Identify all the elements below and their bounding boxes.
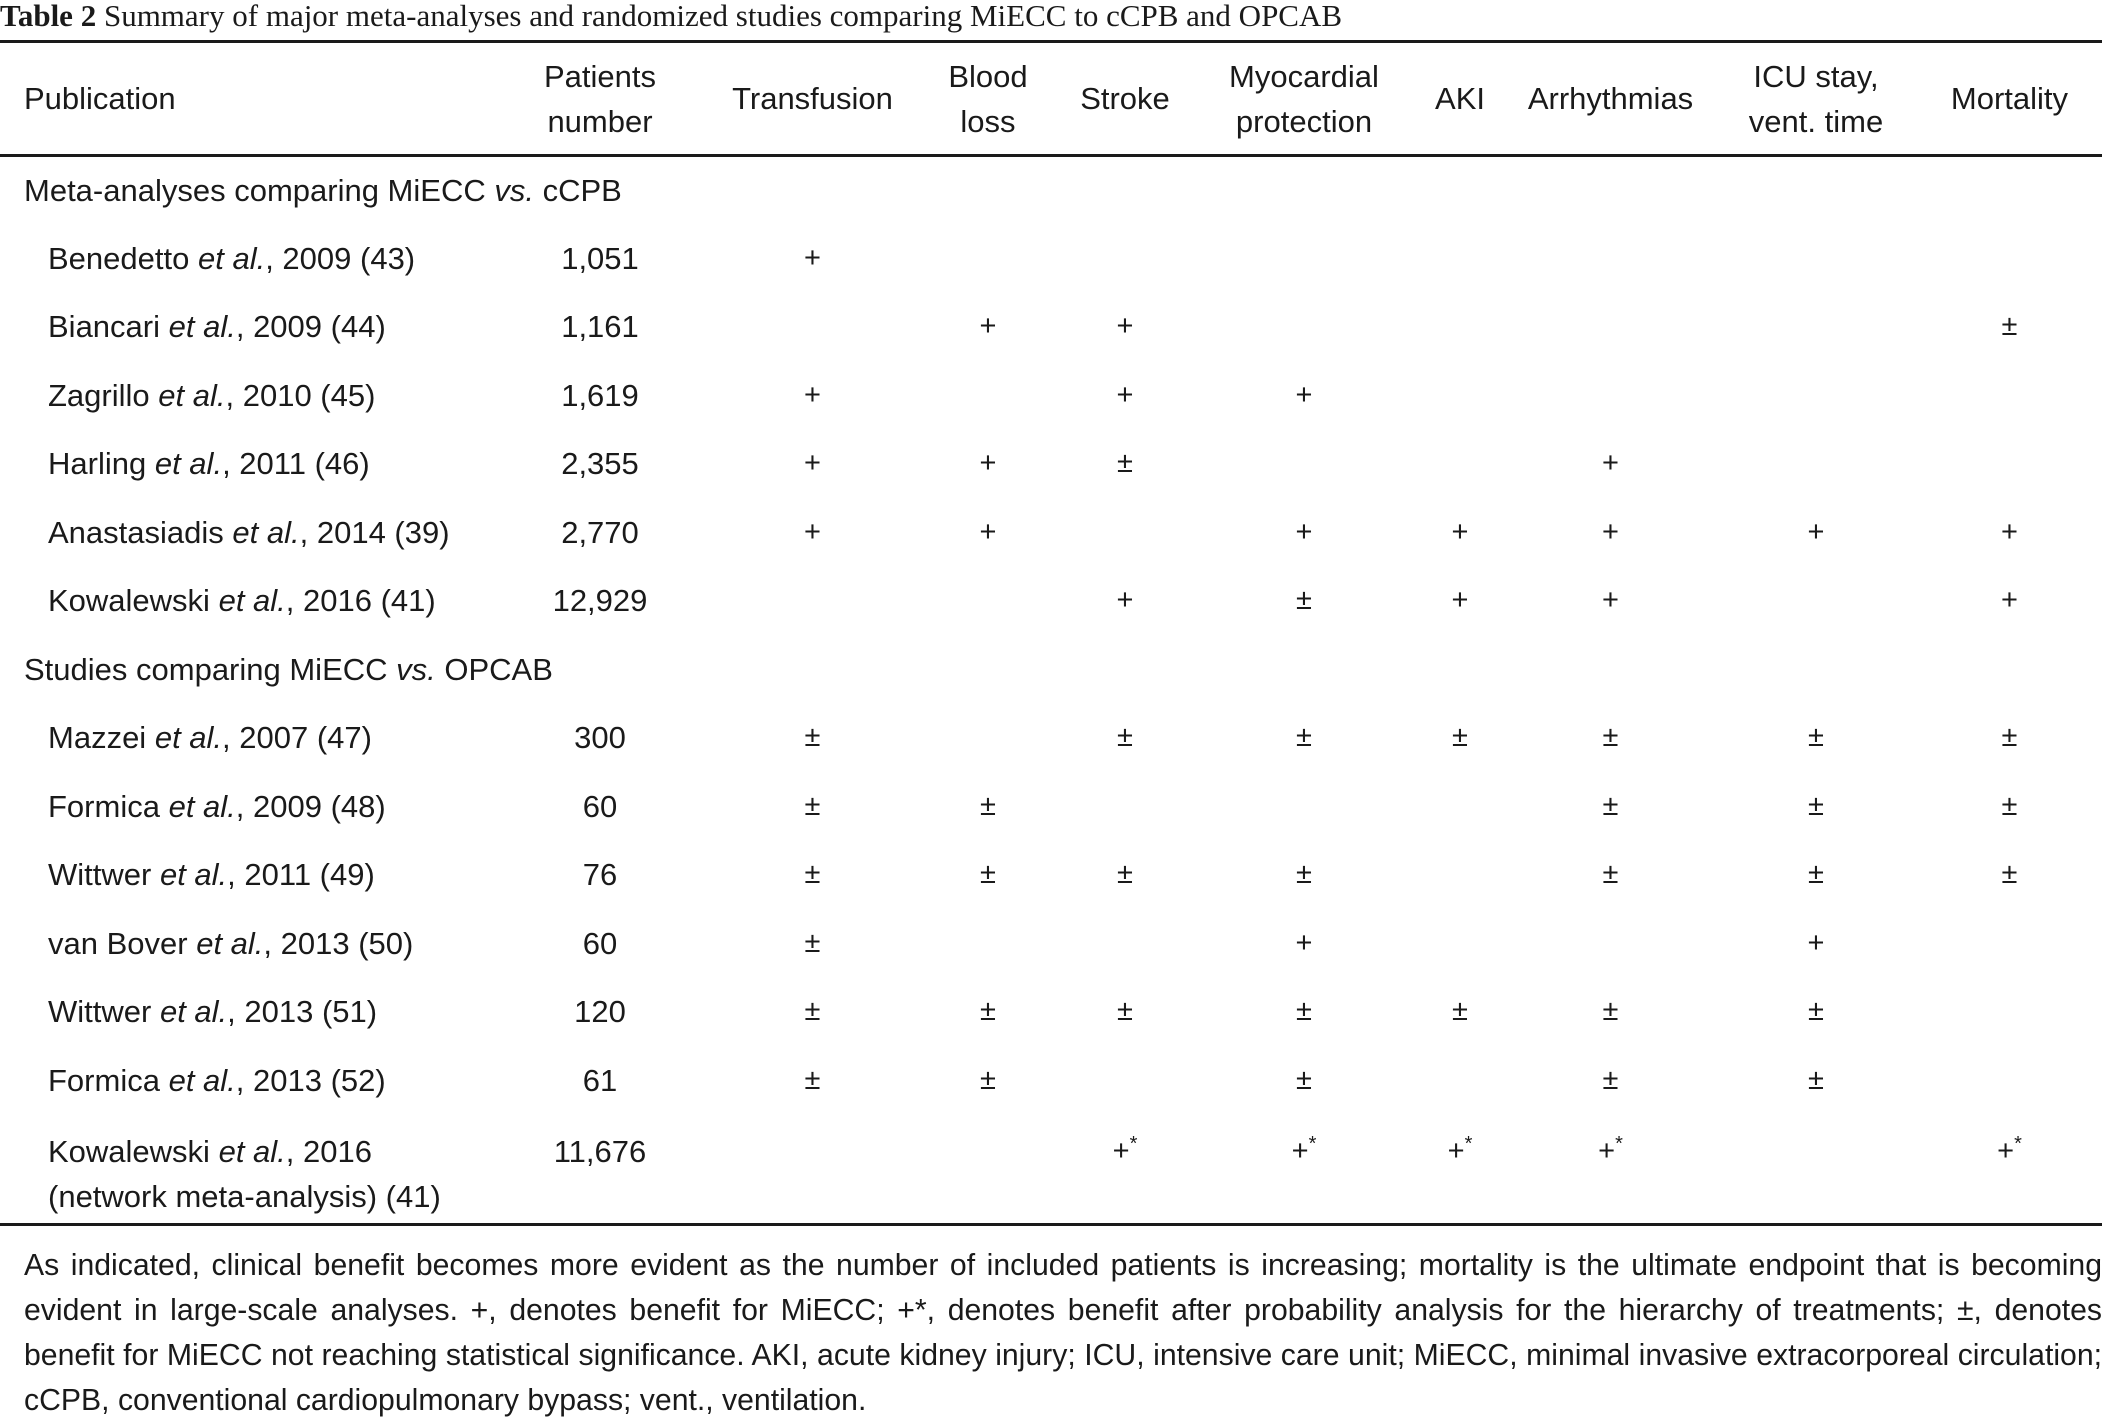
publication-cell: Mazzei et al., 2007 (47)	[48, 720, 372, 756]
myocardial-protection-cell: ±	[1296, 1063, 1312, 1096]
blood-loss-cell: ±	[980, 789, 996, 822]
stroke-cell: ±	[1117, 995, 1133, 1028]
patients-number-cell: 76	[582, 857, 618, 893]
myocardial-protection-cell: +	[1295, 515, 1313, 548]
aki-cell	[1414, 841, 1506, 910]
header-transfusion: Transfusion	[732, 81, 893, 116]
blood-loss-cell: +	[979, 447, 997, 480]
aki-cell	[1414, 361, 1506, 430]
myocardial-protection-cell	[1194, 293, 1414, 362]
patients-number-cell: 120	[574, 994, 626, 1030]
aki-cell: +	[1451, 584, 1469, 617]
publication-cell: van Bover et al., 2013 (50)	[48, 925, 414, 961]
mortality-cell: +*	[1997, 1132, 2022, 1167]
table-row	[0, 704, 2102, 773]
icu-stay-cell	[1715, 430, 1917, 499]
stroke-cell: +	[1116, 310, 1134, 343]
myocardial-protection-cell	[1194, 772, 1414, 841]
mortality-cell	[1917, 909, 2102, 978]
table-caption	[0, 0, 2102, 38]
arrhythmias-cell: ±	[1602, 1063, 1619, 1096]
stroke-cell: ±	[1117, 858, 1133, 891]
section-title: Meta-analyses comparing MiECC vs. cCPB	[24, 173, 622, 208]
stroke-cell	[1056, 909, 1194, 978]
table-row	[0, 841, 2102, 910]
myocardial-protection-cell: +	[1295, 926, 1313, 959]
header-icu-stay: ICU stay, vent. time	[1748, 58, 1884, 139]
mortality-cell	[1917, 224, 2102, 293]
table-footnote: As indicated, clinical benefit becomes more evident as the number of included patients is increasing; mortality is the ultimate endpoint that is becoming evident in large-scale analyses. +, denotes benefit for MiECC; +*, denotes benefit after probability analysis for the hierarchy of treatments; ±, denotes benefit for MiECC not reaching statistical significance. AKI, acute kidney injury; ICU, intensive care unit; MiECC, minimal invasive extracorporeal circulation; cCPB, conventional cardiopulmonary bypass; vent., ventilation.	[24, 1249, 2102, 1417]
myocardial-protection-cell: +*	[1291, 1132, 1317, 1167]
header-stroke: Stroke	[1080, 81, 1170, 116]
mortality-cell	[1917, 361, 2102, 430]
patients-number-cell: 300	[574, 720, 626, 756]
stroke-cell	[1056, 1046, 1194, 1115]
aki-cell: ±	[1452, 995, 1468, 1028]
header-row	[0, 42, 2102, 156]
table-row	[0, 978, 2102, 1047]
mortality-cell	[1917, 1046, 2102, 1115]
blood-loss-cell	[920, 567, 1056, 636]
icu-stay-cell: +	[1807, 515, 1825, 548]
blood-loss-cell	[920, 224, 1056, 293]
mortality-cell: ±	[2001, 310, 2018, 343]
mortality-cell: ±	[2001, 721, 2018, 754]
table-row	[0, 567, 2102, 636]
icu-stay-cell: ±	[1808, 858, 1824, 891]
section-header-row	[0, 635, 2102, 704]
transfusion-cell: +	[804, 378, 821, 411]
blood-loss-cell	[920, 704, 1056, 773]
icu-stay-cell: ±	[1808, 995, 1824, 1028]
publication-cell: Anastasiadis et al., 2014 (39)	[48, 514, 450, 550]
stroke-cell: +*	[1112, 1132, 1138, 1167]
header-patients-number: Patients number	[543, 58, 656, 139]
arrhythmias-cell	[1506, 224, 1715, 293]
patients-number-cell: 12,929	[552, 583, 648, 619]
aki-cell	[1414, 293, 1506, 362]
table-header	[0, 42, 2102, 156]
blood-loss-cell: ±	[980, 995, 996, 1028]
blood-loss-cell	[920, 1115, 1056, 1225]
myocardial-protection-cell	[1194, 430, 1414, 499]
section-title: Studies comparing MiECC vs. OPCAB	[24, 651, 553, 687]
patients-number-cell: 61	[582, 1062, 618, 1098]
transfusion-cell: ±	[804, 995, 821, 1028]
publication-cell: Formica et al., 2013 (52)	[48, 1062, 386, 1098]
transfusion-cell: +	[804, 447, 821, 480]
transfusion-cell: +	[804, 515, 821, 548]
publication-cell: Formica et al., 2009 (48)	[48, 788, 386, 824]
stroke-cell: ±	[1117, 721, 1133, 754]
summary-table	[0, 40, 2102, 1226]
header-myocardial-protection: Myocardial protection	[1229, 58, 1379, 139]
icu-stay-cell	[1715, 224, 1917, 293]
header-publication: Publication	[24, 81, 176, 116]
arrhythmias-cell: +*	[1598, 1132, 1623, 1167]
header-aki: AKI	[1435, 81, 1485, 116]
patients-number-cell: 2,355	[561, 446, 639, 482]
publication-cell: Kowalewski et al., 2016 (41)	[48, 583, 436, 619]
icu-stay-cell: ±	[1808, 721, 1824, 754]
icu-stay-cell: ±	[1808, 1063, 1824, 1096]
table-row	[0, 1046, 2102, 1115]
stroke-cell	[1056, 772, 1194, 841]
mortality-cell: +	[2001, 584, 2018, 617]
stroke-cell	[1056, 224, 1194, 293]
blood-loss-cell: ±	[980, 1063, 996, 1096]
patients-number-cell: 1,161	[561, 309, 639, 345]
publication-cell: Biancari et al., 2009 (44)	[48, 309, 386, 345]
aki-cell: +	[1451, 515, 1469, 548]
stroke-cell: ±	[1117, 447, 1133, 480]
table-label: Table 2	[0, 0, 97, 33]
transfusion-cell: ±	[804, 858, 821, 891]
publication-cell: Harling et al., 2011 (46)	[48, 446, 370, 482]
mortality-cell: ±	[2001, 858, 2018, 891]
myocardial-protection-cell: ±	[1296, 858, 1312, 891]
arrhythmias-cell: ±	[1602, 858, 1619, 891]
transfusion-cell: +	[804, 241, 821, 274]
aki-cell	[1414, 224, 1506, 293]
patients-number-cell: 60	[582, 925, 618, 961]
patients-number-cell: 1,619	[561, 377, 639, 413]
aki-cell	[1414, 1046, 1506, 1115]
arrhythmias-cell: +	[1602, 515, 1619, 548]
arrhythmias-cell: ±	[1602, 789, 1619, 822]
transfusion-cell: ±	[804, 789, 821, 822]
stroke-cell: +	[1116, 584, 1134, 617]
arrhythmias-cell: +	[1602, 447, 1619, 480]
header-mortality: Mortality	[1950, 81, 2069, 116]
stroke-cell	[1056, 498, 1194, 567]
table-row	[0, 498, 2102, 567]
aki-cell	[1414, 772, 1506, 841]
myocardial-protection-cell: ±	[1296, 721, 1312, 754]
arrhythmias-cell: ±	[1602, 995, 1619, 1028]
table-row	[0, 224, 2102, 293]
blood-loss-cell: +	[979, 515, 997, 548]
patients-number-cell: 1,051	[561, 240, 639, 276]
transfusion-cell	[705, 567, 920, 636]
aki-cell: ±	[1452, 721, 1468, 754]
publication-cell: Kowalewski et al., 2016 (network meta-analysis) (41)	[48, 1133, 441, 1214]
stroke-cell: +	[1116, 378, 1134, 411]
mortality-cell	[1917, 430, 2102, 499]
myocardial-protection-cell: ±	[1296, 584, 1312, 617]
transfusion-cell	[705, 1115, 920, 1225]
mortality-cell: +	[2001, 515, 2018, 548]
transfusion-cell: ±	[804, 926, 821, 959]
table-row	[0, 772, 2102, 841]
patients-number-cell: 11,676	[553, 1133, 647, 1169]
section-header-row	[0, 156, 2102, 225]
publication-cell: Benedetto et al., 2009 (43)	[48, 240, 416, 276]
publication-cell: Wittwer et al., 2011 (49)	[48, 857, 375, 893]
transfusion-cell: ±	[804, 1063, 821, 1096]
arrhythmias-cell	[1506, 909, 1715, 978]
header-blood-loss: Blood loss	[948, 58, 1028, 139]
icu-stay-cell	[1715, 361, 1917, 430]
aki-cell	[1414, 430, 1506, 499]
table-title: Summary of major meta-analyses and randomized studies comparing MiECC to cCPB and OPCAB	[96, 0, 1343, 33]
myocardial-protection-cell: +	[1295, 378, 1313, 411]
table-row	[0, 293, 2102, 362]
aki-cell: +*	[1447, 1132, 1473, 1167]
icu-stay-cell	[1715, 567, 1917, 636]
blood-loss-cell: ±	[980, 858, 996, 891]
transfusion-cell	[705, 293, 920, 362]
icu-stay-cell: +	[1807, 926, 1825, 959]
arrhythmias-cell: +	[1602, 584, 1619, 617]
blood-loss-cell	[920, 361, 1056, 430]
arrhythmias-cell	[1506, 293, 1715, 362]
icu-stay-cell	[1715, 293, 1917, 362]
myocardial-protection-cell	[1194, 224, 1414, 293]
patients-number-cell: 2,770	[561, 514, 639, 550]
table-body	[0, 156, 2102, 1225]
icu-stay-cell	[1715, 1115, 1917, 1225]
table-row	[0, 1115, 2102, 1225]
blood-loss-cell	[920, 909, 1056, 978]
table-row	[0, 909, 2102, 978]
transfusion-cell: ±	[804, 721, 821, 754]
table-row	[0, 361, 2102, 430]
header-arrhythmias: Arrhythmias	[1527, 81, 1694, 116]
aki-cell	[1414, 909, 1506, 978]
table-row	[0, 430, 2102, 499]
mortality-cell	[1917, 978, 2102, 1047]
arrhythmias-cell: ±	[1602, 721, 1619, 754]
mortality-cell: ±	[2001, 789, 2018, 822]
patients-number-cell: 60	[582, 788, 618, 824]
icu-stay-cell: ±	[1808, 789, 1824, 822]
arrhythmias-cell	[1506, 361, 1715, 430]
myocardial-protection-cell: ±	[1296, 995, 1312, 1028]
publication-cell: Wittwer et al., 2013 (51)	[48, 994, 378, 1030]
publication-cell: Zagrillo et al., 2010 (45)	[48, 377, 376, 413]
blood-loss-cell: +	[979, 310, 997, 343]
